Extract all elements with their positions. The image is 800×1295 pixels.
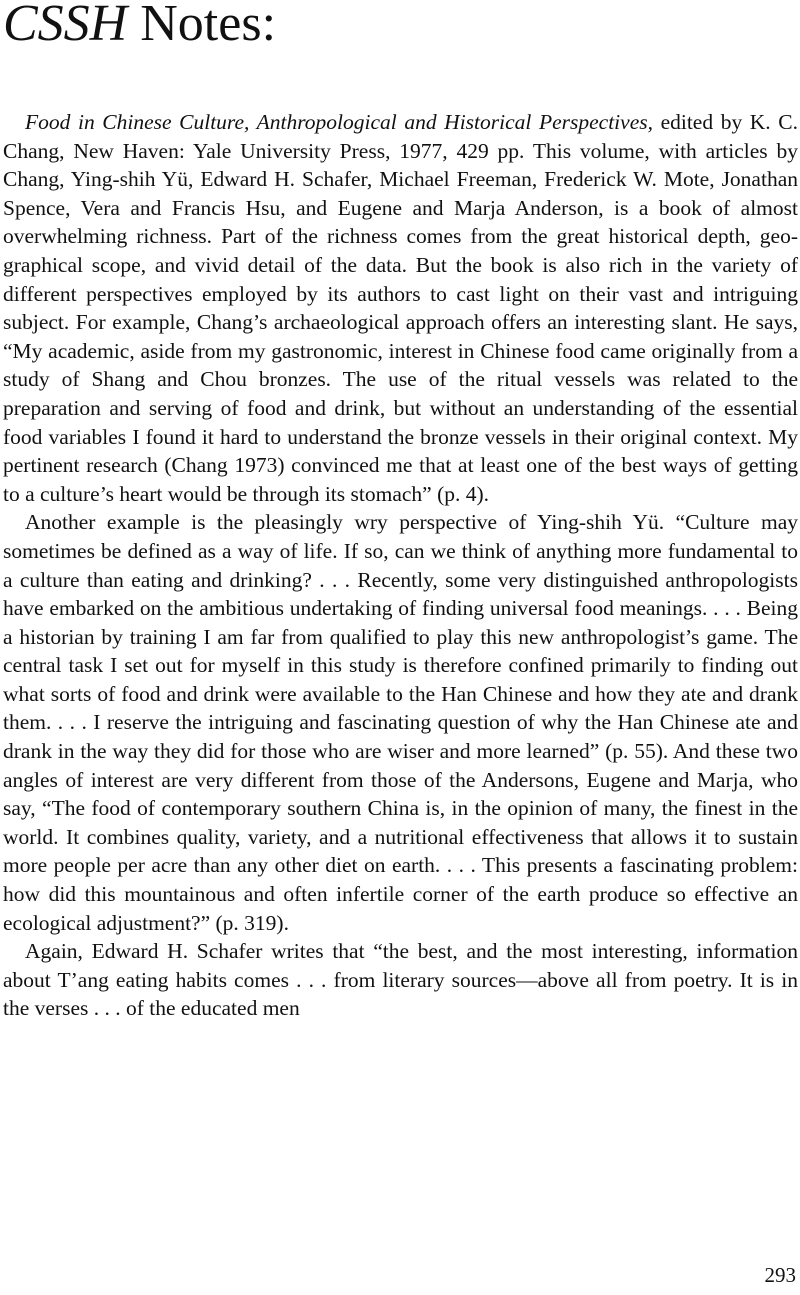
review-body xyxy=(3,108,798,1023)
paragraph-3: Again, Edward H. Schafer writes that “the best, and the most interesting, information about T’ang eating habits comes . . . from literary sources—above all from poetry. It is in the verses . . . of the educated men xyxy=(3,939,798,1021)
page-heading xyxy=(3,0,276,54)
book-title: Food in Chinese Culture, Anthropological and Historical Perspectives, xyxy=(25,110,653,134)
paragraph-1 xyxy=(3,108,798,508)
journal-abbreviation: CSSH xyxy=(3,0,128,52)
paragraph-1-text: edited by K. C. Chang, New Haven: Yale University Press, 1977, 429 pp. This volume, with articles by Chang, Ying-shih Yü, Edward H. Schafer, Michael Freeman, Frederick W. Mote, Jonathan Spence, Vera and Francis Hsu, and Eugene and Marja Anderson, is a book of almost overwhelming richness. Part of the richness comes from the great historical depth, geographical scope, and vivid detail of the data. But the book is also rich in the variety of different perspectives employed by its authors to cast light on their vast and intriguing subject. For example, Chang’s archaeological approach offers an interesting slant. He says, “My academic, aside from my gastronomic, interest in Chinese food came originally from a study of Shang and Chou bronzes. The use of the ritual vessels was related to the preparation and serving of food and drink, but without an understanding of the essential food variables I found it hard to understand the bronze vessels in their original context. My pertinent research (Chang 1973) convinced me that at least one of the best ways of getting to a culture’s heart would be through its stomach” (p. 4). xyxy=(3,110,798,506)
section-label: Notes: xyxy=(140,0,277,52)
paragraph-2: Another example is the pleasingly wry perspective of Ying-shih Yü. “Culture may sometimes be defined as a way of life. If so, can we think of anything more fundamental to a culture than eating and drinking? . . . Recently, some very distinguished anthropologists have embarked on the ambitious undertaking of finding universal food meanings. . . . Being a historian by training I am far from qualified to play this new anthropologist’s game. The central task I set out for myself in this study is therefore confined primarily to finding out what sorts of food and drink were available to the Han Chinese and how they ate and drank them. . . . I reserve the intriguing and fascinating question of why the Han Chinese ate and drank in the way they did for those who are wiser and more learned” (p. 55). And these two angles of interest are very different from those of the Andersons, Eugene and Marja, who say, “The food of contemporary southern China is, in the opinion of many, the finest in the world. It combines quality, variety, and a nutritional effectiveness that allows it to sustain more people per acre than any other diet on earth. . . . This presents a fascinating problem: how did this mountainous and often infertile corner of the earth produce so effective an ecological adjustment?” (p. 319). xyxy=(3,510,798,935)
page-number: 293 xyxy=(764,1263,796,1287)
